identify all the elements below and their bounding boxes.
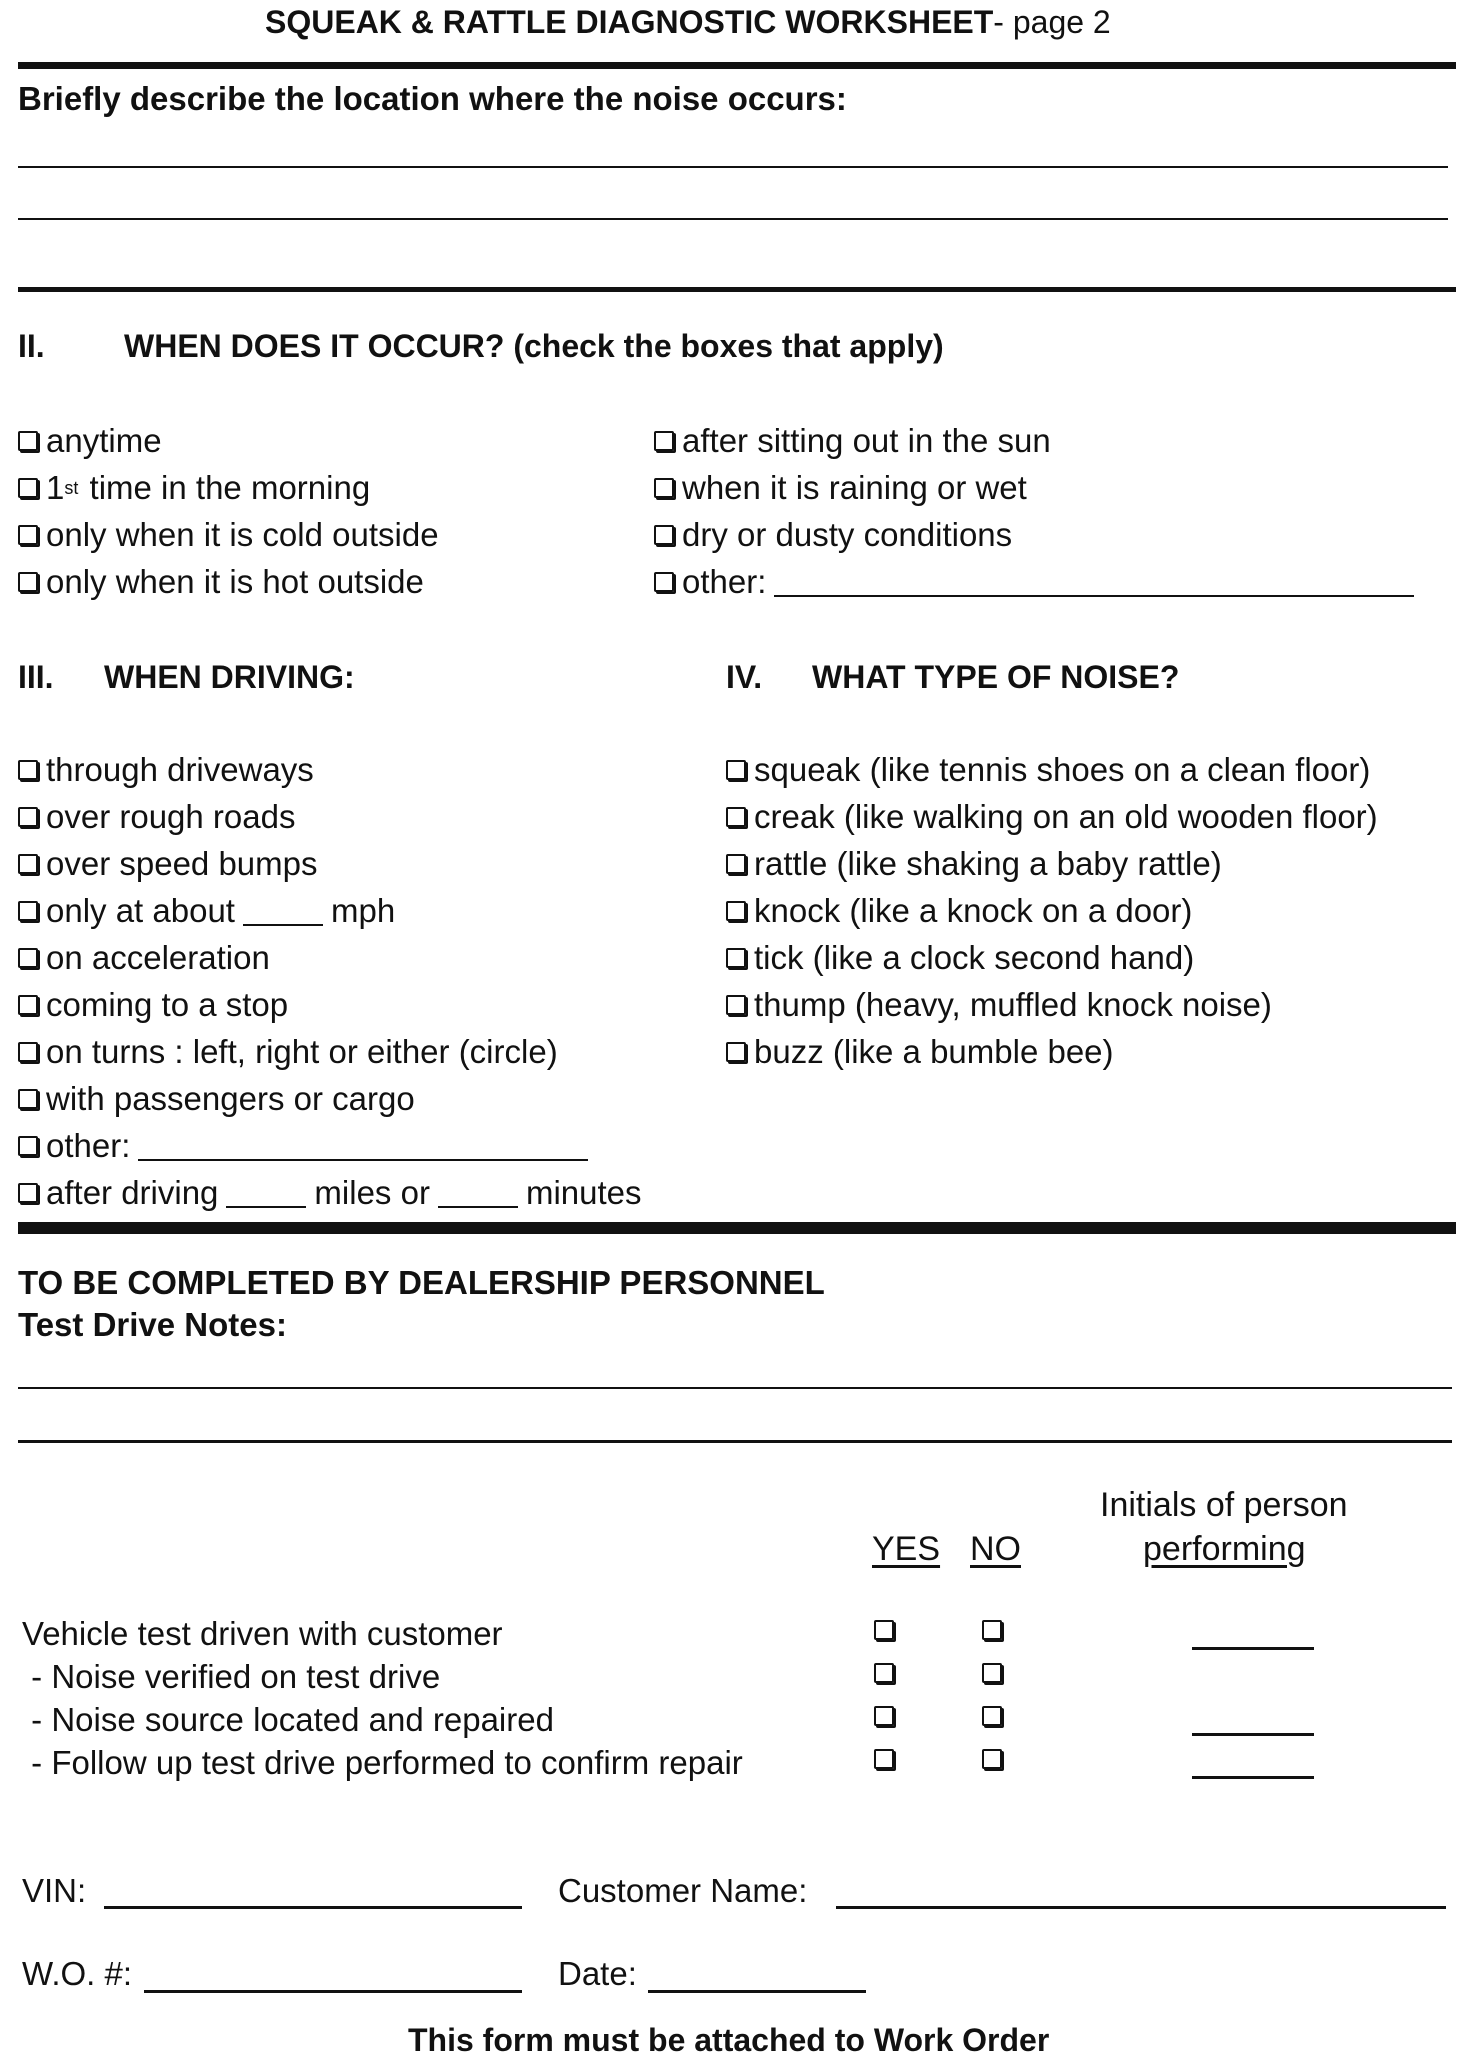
when-option-cold[interactable]: only when it is cold outside <box>18 516 439 554</box>
driving-option[interactable]: on acceleration <box>18 939 270 977</box>
checkbox[interactable] <box>726 995 746 1015</box>
initials-header-1: Initials of person <box>1100 1486 1348 1524</box>
location-line-1[interactable] <box>18 166 1448 168</box>
title-rule <box>18 62 1456 69</box>
checkbox[interactable] <box>18 807 38 827</box>
checkbox[interactable] <box>654 431 674 451</box>
no-checkbox[interactable] <box>982 1663 1002 1683</box>
yes-checkbox[interactable] <box>874 1706 894 1726</box>
checkbox[interactable] <box>18 995 38 1015</box>
mph-blank[interactable] <box>243 896 323 926</box>
initials-line[interactable] <box>1192 1647 1314 1650</box>
checkbox[interactable] <box>726 948 746 968</box>
checkbox[interactable] <box>18 1089 38 1109</box>
section2-heading: WHEN DOES IT OCCUR? (check the boxes that apply) <box>124 328 944 364</box>
section4-heading: WHAT TYPE OF NOISE? <box>812 659 1180 695</box>
wo-label: W.O. #: <box>22 1955 133 1992</box>
no-checkbox[interactable] <box>982 1620 1002 1640</box>
noise-option[interactable]: knock (like a knock on a door) <box>726 892 1192 930</box>
checkbox[interactable] <box>18 525 38 545</box>
col-yes: YES <box>872 1530 941 1568</box>
driving-option[interactable]: on turns : left, right or either (circle) <box>18 1033 558 1071</box>
attach-notice: This form must be attached to Work Order <box>408 2022 1050 2058</box>
noise-option[interactable]: squeak (like tennis shoes on a clean floor) <box>726 751 1370 789</box>
checkbox[interactable] <box>726 854 746 874</box>
location-prompt: Briefly describe the location where the noise occurs: <box>18 80 847 117</box>
first-sup: st <box>64 477 79 498</box>
noise-option[interactable]: creak (like walking on an old wooden floor) <box>726 798 1378 836</box>
test-drive-notes-label: Test Drive Notes: <box>18 1306 287 1343</box>
dealer-heading: TO BE COMPLETED BY DEALERSHIP PERSONNEL <box>18 1264 825 1301</box>
section-rule <box>18 287 1456 292</box>
checkbox[interactable] <box>726 807 746 827</box>
minutes-blank[interactable] <box>438 1178 518 1208</box>
dealer-divider <box>18 1222 1456 1234</box>
yes-checkbox[interactable] <box>874 1620 894 1640</box>
no-checkbox[interactable] <box>982 1749 1002 1769</box>
no-checkbox[interactable] <box>982 1706 1002 1726</box>
driving-other-blank[interactable] <box>138 1131 588 1161</box>
location-line-2[interactable] <box>18 218 1448 220</box>
driving-option[interactable]: over rough roads <box>18 798 295 836</box>
row-label-verified: - Noise verified on test drive <box>22 1658 441 1695</box>
checkbox[interactable] <box>18 1042 38 1062</box>
title-main: SQUEAK & RATTLE DIAGNOSTIC WORKSHEET <box>265 4 994 40</box>
initials-line[interactable] <box>1192 1776 1314 1779</box>
driving-option[interactable]: through driveways <box>18 751 314 789</box>
title-page: - page 2 <box>993 4 1111 40</box>
other-blank[interactable] <box>774 567 1414 597</box>
when-option-hot[interactable]: only when it is hot outside <box>18 563 424 601</box>
section2-numeral: II. <box>18 328 45 364</box>
noise-option[interactable]: buzz (like a bumble bee) <box>726 1033 1114 1071</box>
checkbox[interactable] <box>18 431 38 451</box>
row-label-follow-up: - Follow up test drive performed to confirm repair <box>22 1744 743 1781</box>
noise-option[interactable]: thump (heavy, muffled knock noise) <box>726 986 1272 1024</box>
checkbox[interactable] <box>726 901 746 921</box>
page-title <box>265 4 1111 41</box>
checkbox[interactable] <box>18 1136 38 1156</box>
first-rest: time in the morning <box>80 469 371 506</box>
driving-option[interactable]: with passengers or cargo <box>18 1080 415 1118</box>
col-no: NO <box>970 1530 1021 1568</box>
checkbox[interactable] <box>18 1183 38 1203</box>
driving-option[interactable]: over speed bumps <box>18 845 318 883</box>
when-option-sun[interactable]: after sitting out in the sun <box>654 422 1051 460</box>
when-option-dusty[interactable]: dry or dusty conditions <box>654 516 1012 554</box>
driving-option[interactable]: coming to a stop <box>18 986 288 1024</box>
initials-line[interactable] <box>1192 1733 1314 1736</box>
first-number: 1 <box>46 469 65 506</box>
section3-numeral: III. <box>18 659 54 695</box>
when-option-morning[interactable] <box>18 469 370 507</box>
checkbox[interactable] <box>654 478 674 498</box>
when-option-rain[interactable]: when it is raining or wet <box>654 469 1027 507</box>
yes-checkbox[interactable] <box>874 1749 894 1769</box>
customer-name-field[interactable] <box>836 1906 1446 1909</box>
checkbox[interactable] <box>18 572 38 592</box>
noise-option[interactable]: rattle (like shaking a baby rattle) <box>726 845 1222 883</box>
checkbox[interactable] <box>18 948 38 968</box>
notes-line-1[interactable] <box>18 1387 1452 1389</box>
checkbox[interactable] <box>18 901 38 921</box>
checkbox[interactable] <box>18 478 38 498</box>
section4-numeral: IV. <box>726 659 763 695</box>
row-label-test-driven: Vehicle test driven with customer <box>22 1615 503 1652</box>
vin-field[interactable] <box>104 1906 522 1909</box>
driving-option-speed[interactable]: only at about mph <box>18 892 395 930</box>
when-option-anytime[interactable]: anytime <box>18 422 162 460</box>
checkbox[interactable] <box>654 525 674 545</box>
checkbox[interactable] <box>18 854 38 874</box>
date-field[interactable] <box>648 1990 866 1993</box>
noise-option[interactable]: tick (like a clock second hand) <box>726 939 1194 977</box>
checkbox[interactable] <box>654 572 674 592</box>
when-option-other[interactable]: other: <box>654 563 1422 601</box>
driving-option-after[interactable]: after driving miles or minutes <box>18 1174 642 1212</box>
date-label: Date: <box>558 1955 637 1992</box>
checkbox[interactable] <box>18 760 38 780</box>
vin-label: VIN: <box>22 1872 87 1909</box>
yes-checkbox[interactable] <box>874 1663 894 1683</box>
wo-field[interactable] <box>144 1990 522 1993</box>
section3-heading: WHEN DRIVING: <box>104 659 355 695</box>
checkbox[interactable] <box>726 1042 746 1062</box>
checkbox[interactable] <box>726 760 746 780</box>
driving-option-other[interactable]: other: <box>18 1127 596 1165</box>
notes-line-2[interactable] <box>18 1440 1452 1443</box>
row-label-repaired: - Noise source located and repaired <box>22 1701 554 1738</box>
initials-header-2: performing <box>1143 1530 1306 1568</box>
miles-blank[interactable] <box>226 1178 306 1208</box>
customer-name-label: Customer Name: <box>558 1872 808 1909</box>
